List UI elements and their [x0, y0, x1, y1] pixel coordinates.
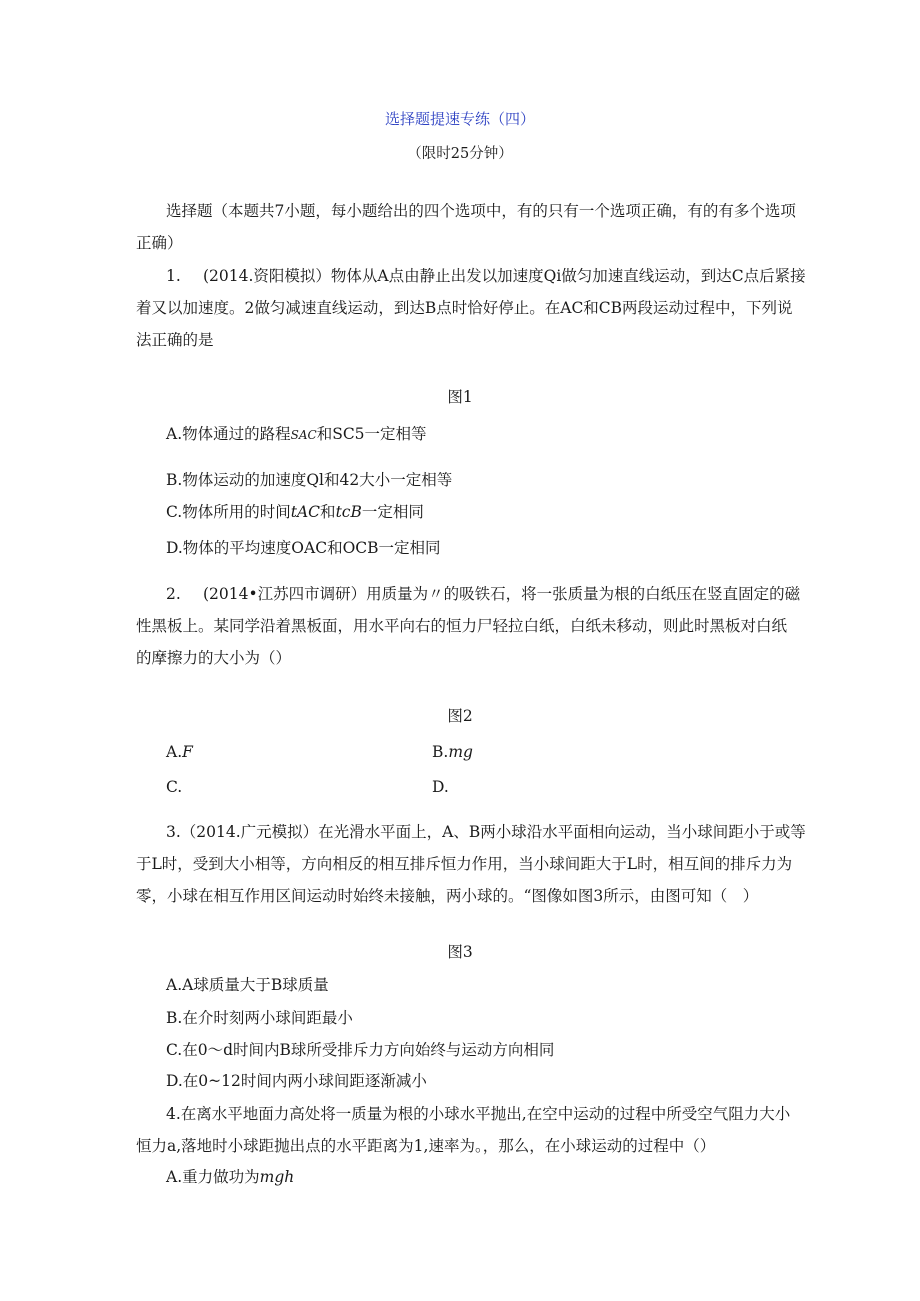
q2-number: 2.: [166, 585, 181, 603]
q3-option-a: A.A球质量大于B球质量: [166, 976, 329, 994]
q1-option-a: A.物体通过的路程SAC和SC5一定相等: [166, 425, 427, 443]
q4-stem-line-1: 4.在离水平地面力高处将一质量为根的小球水平抛出,在空中运动的过程中所受空气阻力大小: [166, 1105, 791, 1123]
figure-2-caption: 图2: [447, 707, 473, 725]
q1-option-c: C.物体所用的时间tAC和tcB一定相同: [166, 503, 424, 521]
q3-option-c: C.在0～d时间内B球所受排斥力方向始终与运动方向相同: [166, 1041, 555, 1059]
q2-stem-line-1: (2014•江苏四市调研）用质量为〃的吸铁石，将一张质量为根的白纸压在竖直固定的磁: [203, 585, 801, 603]
intro-line-1: 选择题（本题共7小题，每小题给出的四个选项中，有的只有一个选项正确，有的有多个选项: [166, 202, 796, 220]
q2-option-a: A.F: [166, 743, 193, 761]
q1-stem-line-3: 法正确的是: [136, 331, 214, 349]
q1-stem-line-2: 着又以加速度。2做匀减速直线运动，到达B点时恰好停止。在AC和CB两段运动过程中，下列说: [136, 299, 793, 317]
q4-stem-line-2: 恒力a,落地时小球距抛出点的水平距离为1,速率为。，那么，在小球运动的过程中（）: [136, 1137, 716, 1155]
intro-line-2: 正确）: [136, 234, 183, 252]
q1-option-b: B.物体运动的加速度Ql和42大小一定相等: [166, 471, 453, 489]
q1-option-d: D.物体的平均速度OAC和OCB一定相同: [166, 539, 441, 557]
q2-option-d: D.: [432, 778, 449, 796]
q3-option-d: D.在0~12时间内两小球间距逐渐减小: [166, 1072, 427, 1090]
q4-option-a: A.重力做功为mgh: [166, 1168, 295, 1186]
q1-number: 1.: [166, 267, 181, 285]
time-limit: （限时25分钟）: [407, 146, 513, 162]
q3-stem-line-3: 零，小球在相互作用区间运动时始终未接触，两小球的。“图像如图3所示，由图可知（ ）: [136, 887, 759, 905]
q2-stem-line-2: 性黑板上。某同学沿着黑板面，用水平向右的恒力尸轻拉白纸，白纸未移动，则此时黑板对白纸: [136, 617, 788, 635]
figure-3-caption: 图3: [447, 943, 473, 961]
q2-option-c: C.: [166, 778, 183, 796]
q1-stem-line-1: (2014.资阳模拟）物体从A点由静止出发以加速度Qi做匀加速直线运动，到达C点后紧接: [203, 267, 806, 285]
page-title: 选择题提速专练（四）: [384, 110, 535, 128]
q3-stem-line-2: 于L时，受到大小相等，方向相反的相互排斥恒力作用，当小球间距大于L时，相互间的排斥力为: [136, 855, 793, 873]
q3-option-b: B.在介时刻两小球间距最小: [166, 1009, 353, 1027]
q2-stem-line-3: 的摩擦力的大小为（）: [136, 649, 292, 667]
q2-option-b: B.mg: [432, 743, 473, 761]
q3-stem-line-1: 3.（2014.广元模拟）在光滑水平面上，A、B两小球沿水平面相向运动，当小球间距小于或等: [166, 823, 806, 841]
figure-1-caption: 图1: [447, 388, 473, 406]
